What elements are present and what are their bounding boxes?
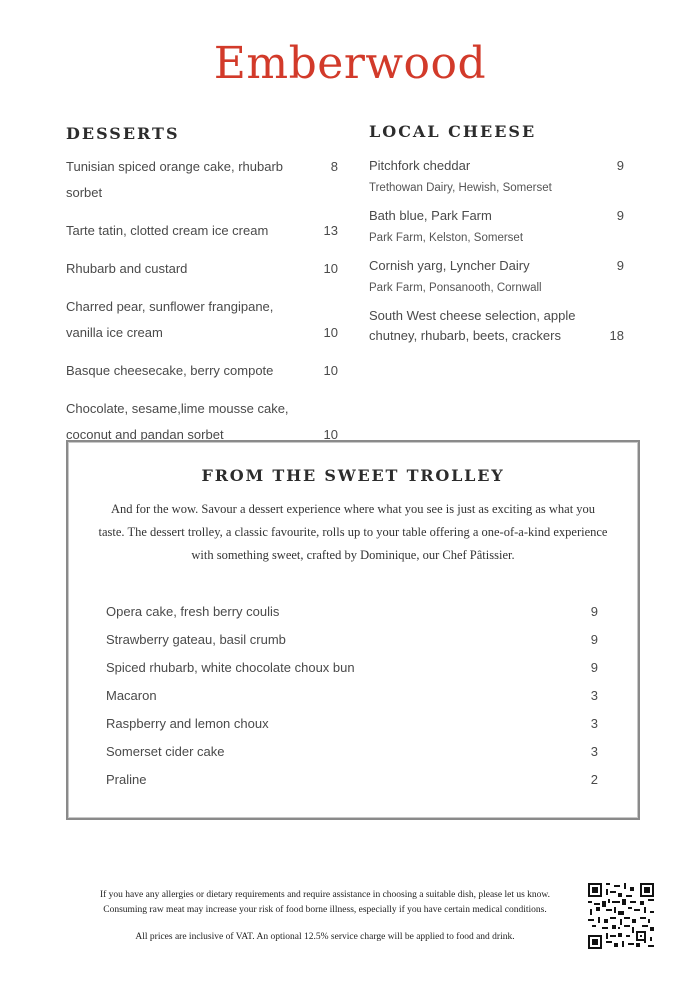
- trolley-item-name: Somerset cider cake: [106, 744, 225, 759]
- trolley-item-price: 3: [590, 744, 598, 759]
- cheese-price: 9: [616, 258, 624, 273]
- dessert-item: [66, 358, 338, 384]
- dessert-name: Charred pear, sunflower frangipane, vanilla ice cream: [66, 299, 274, 340]
- desserts-list: [66, 154, 338, 460]
- trolley-item-name: Strawberry gateau, basil crumb: [106, 632, 286, 647]
- trolley-item-name: Raspberry and lemon choux: [106, 716, 269, 731]
- cheese-price: 9: [616, 208, 624, 223]
- cheese-item: [369, 156, 624, 200]
- cheese-heading: LOCAL CHEESE: [369, 122, 537, 141]
- trolley-item-price: 3: [590, 688, 598, 703]
- dessert-item: [66, 256, 338, 282]
- dessert-item: [66, 218, 338, 244]
- trolley-item: [106, 682, 598, 710]
- allergy-note: If you have any allergies or dietary requirements and require assistance in choosing a suitable dish, please let us know.: [99, 890, 551, 900]
- sweet-trolley-intro: And for the wow. Savour a dessert experience where what you see is just as exciting as what you taste. The dessert trolley, a classic favourite, rolls up to your table offering a one-of-a-kind experience with something sweet, crafted by Dominique, our Chef Pâtissier.: [98, 502, 608, 562]
- trolley-item-price: 3: [590, 716, 598, 731]
- dessert-item: [66, 154, 338, 206]
- raw-meat-note: Consuming raw meat may increase your risk of food borne illness, especially if you have certain medical conditions.: [103, 905, 547, 915]
- cheese-origin: Park Farm, Ponsanooth, Cornwall: [369, 282, 542, 294]
- dessert-price: 10: [323, 363, 338, 378]
- dessert-price: 10: [323, 261, 338, 276]
- dessert-price: 8: [330, 159, 338, 174]
- cheese-name: Cornish yarg, Lyncher Dairy: [369, 258, 530, 273]
- trolley-item-price: 9: [590, 632, 598, 647]
- cheese-origin: Trethowan Dairy, Hewish, Somerset: [369, 182, 552, 194]
- trolley-item: [106, 626, 598, 654]
- dessert-name: Chocolate, sesame,lime mousse cake, coconut and pandan sorbet: [66, 401, 289, 442]
- footer-notes: [80, 888, 570, 945]
- dessert-name: Tarte tatin, clotted cream ice cream: [66, 223, 269, 238]
- dessert-name: Rhubarb and custard: [66, 261, 188, 276]
- sweet-trolley-list: [106, 598, 598, 794]
- trolley-item-price: 9: [590, 660, 598, 675]
- trolley-item-price: 2: [590, 772, 598, 787]
- cheese-name: Pitchfork cheddar: [369, 158, 471, 173]
- dessert-price: 10: [323, 325, 338, 340]
- trolley-item-name: Spiced rhubarb, white chocolate choux bun: [106, 660, 355, 675]
- trolley-item-price: 9: [590, 604, 598, 619]
- trolley-item-name: Macaron: [106, 688, 157, 703]
- cheese-item: [369, 306, 624, 346]
- cheese-price: 9: [616, 158, 624, 173]
- dessert-name: Basque cheesecake, berry compote: [66, 363, 274, 378]
- vat-note: All prices are inclusive of VAT. An optional 12.5% service charge will be applied to food and drink.: [135, 932, 515, 942]
- cheese-origin: Park Farm, Kelston, Somerset: [369, 232, 524, 244]
- cheese-name: Bath blue, Park Farm: [369, 208, 492, 223]
- dessert-price: 10: [323, 427, 338, 442]
- trolley-item: [106, 738, 598, 766]
- trolley-item-name: Praline: [106, 772, 147, 787]
- trolley-item: [106, 654, 598, 682]
- cheese-item: [369, 206, 624, 250]
- desserts-heading: DESSERTS: [66, 124, 180, 143]
- dessert-item: [66, 294, 338, 346]
- restaurant-title: Emberwood: [213, 38, 487, 89]
- trolley-item: [106, 598, 598, 626]
- sweet-trolley-box: [66, 440, 640, 820]
- trolley-item: [106, 710, 598, 738]
- cheese-name: South West cheese selection, apple chutney, rhubarb, beets, crackers: [369, 308, 576, 343]
- sweet-trolley-heading: FROM THE SWEET TROLLEY: [201, 466, 505, 485]
- dessert-name: Tunisian spiced orange cake, rhubarb sorbet: [66, 159, 284, 200]
- trolley-item-name: Opera cake, fresh berry coulis: [106, 604, 280, 619]
- dessert-price: 13: [323, 223, 338, 238]
- trolley-item: [106, 766, 598, 794]
- cheese-item: [369, 256, 624, 300]
- cheese-price: 18: [609, 328, 624, 343]
- cheese-list: [369, 156, 624, 352]
- qr-code-icon[interactable]: [588, 883, 654, 949]
- footer-spacer: [80, 918, 570, 930]
